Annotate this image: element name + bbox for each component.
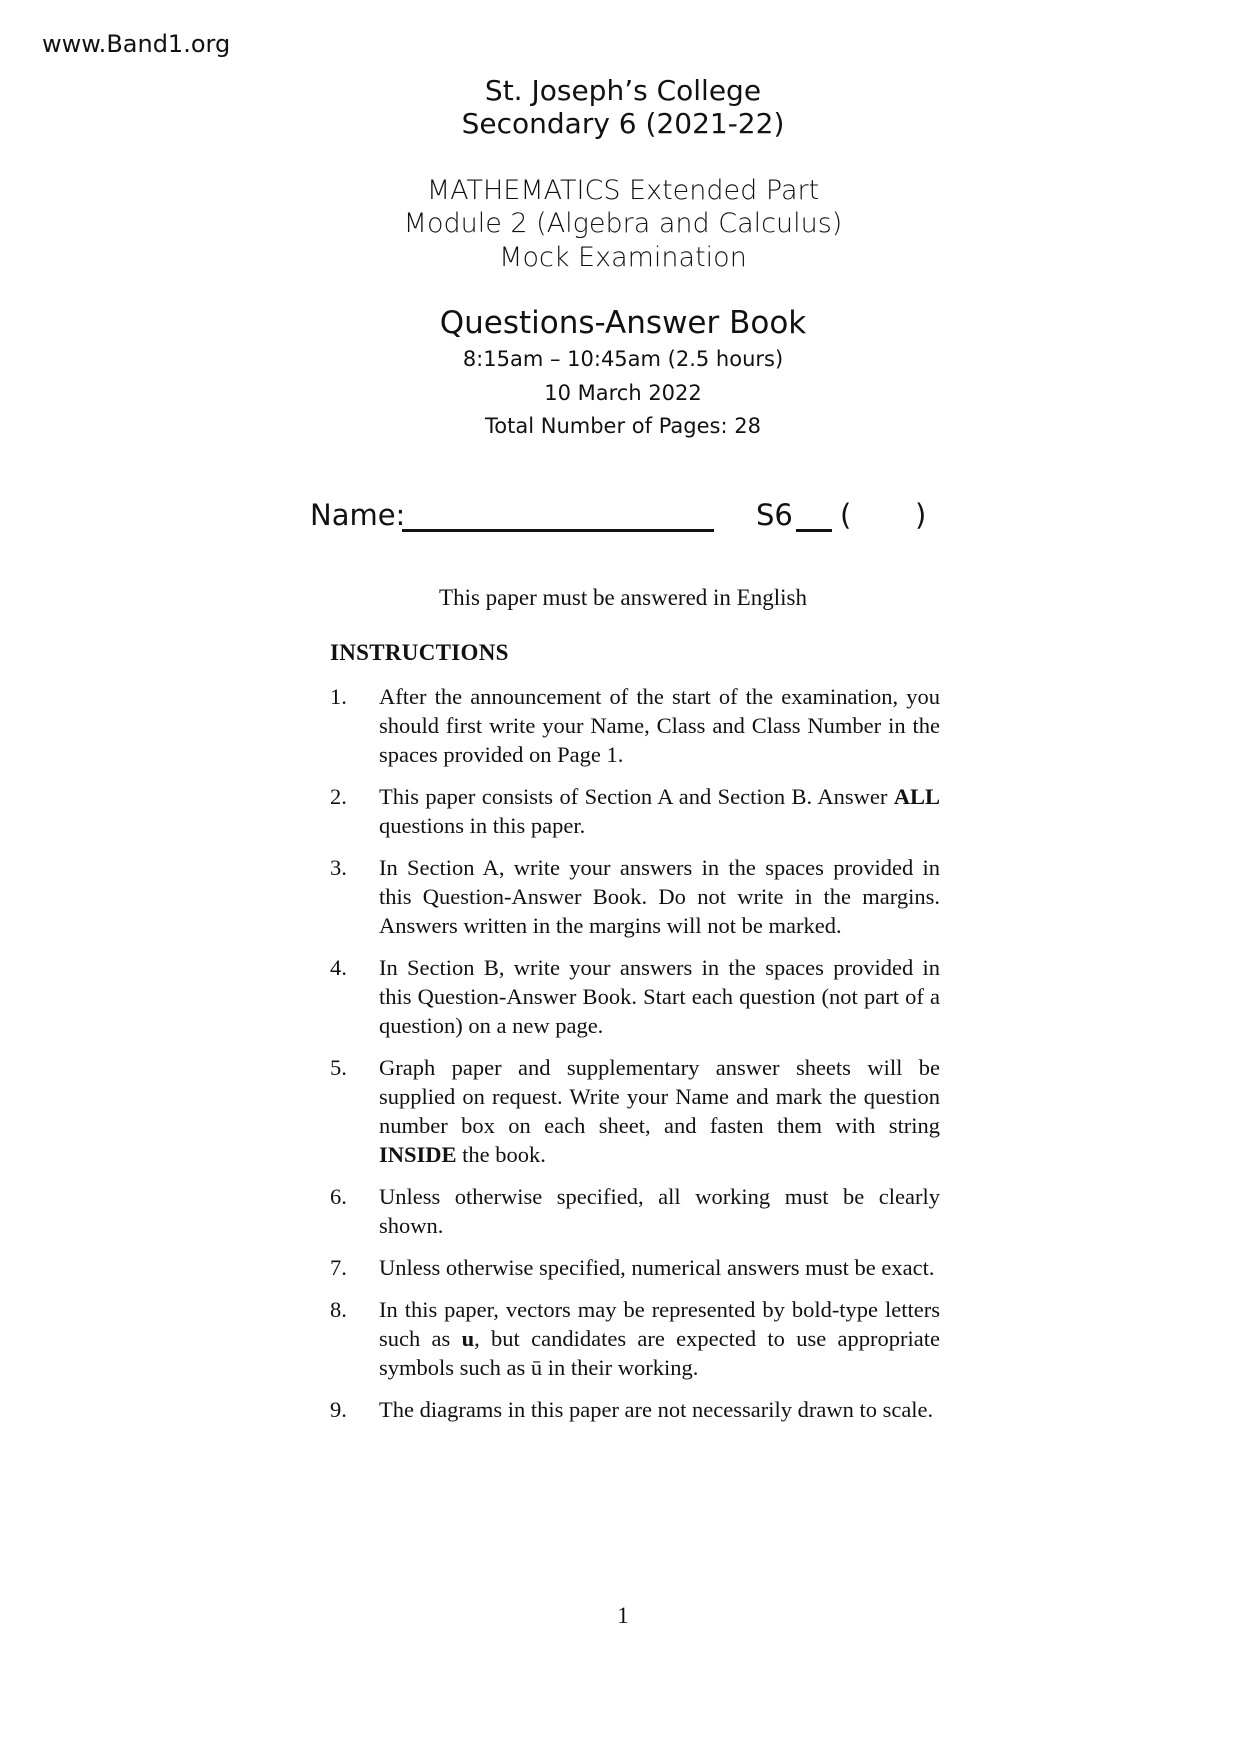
instruction-text: Graph paper and supplementary answer sheets will be supplied on request. Write your Name and mark the question number box on each sheet, and fasten them with string — [379, 1055, 940, 1138]
page-number: 1 — [617, 1603, 629, 1628]
instruction-number: 4. — [330, 955, 347, 980]
instruction-item — [330, 1053, 940, 1169]
instruction-text: Unless otherwise specified, numerical answers must be exact. — [379, 1255, 935, 1280]
instruction-text: Unless otherwise specified, all working must be clearly shown. — [379, 1184, 940, 1238]
close-paren: ) — [915, 498, 927, 532]
school-name: St. Joseph’s College — [484, 74, 762, 107]
name-field[interactable] — [402, 529, 714, 532]
instruction-item — [330, 1253, 940, 1282]
emphasis-text: ū — [530, 1355, 543, 1380]
instruction-number: 6. — [330, 1184, 347, 1209]
instruction-text: After the announcement of the start of the examination, you should first write your Name, Class and Class Number in the spaces provided on Page 1. — [379, 684, 940, 767]
class-number-field[interactable] — [855, 500, 905, 530]
instructions-heading: INSTRUCTIONS — [330, 640, 509, 665]
instruction-item — [330, 782, 940, 840]
instruction-number: 8. — [330, 1297, 347, 1322]
form-year: Secondary 6 (2021-22) — [461, 107, 785, 140]
instruction-number: 3. — [330, 855, 347, 880]
language-note: This paper must be answered in English — [439, 585, 807, 610]
instruction-item — [330, 953, 940, 1040]
subject-title: MATHEMATICS Extended Part — [426, 175, 820, 206]
name-label: Name: — [310, 498, 406, 532]
book-title: Questions-Answer Book — [439, 305, 807, 341]
module-title: Module 2 (Algebra and Calculus) — [403, 208, 843, 239]
instruction-number: 7. — [330, 1255, 347, 1280]
instruction-text: in their working. — [542, 1355, 699, 1380]
emphasis-text: ALL — [893, 784, 940, 809]
instruction-number: 2. — [330, 784, 347, 809]
instruction-text: In Section A, write your answers in the spaces provided in this Question-Answer Book. Do not write in the margins. Answers written in the margins will not be marked. — [379, 855, 940, 938]
instruction-text: questions in this paper. — [379, 813, 586, 838]
total-pages: Total Number of Pages: 28 — [485, 414, 761, 438]
instruction-text: In this paper, vectors may be represented by bold-type letters such as — [379, 1297, 940, 1351]
instruction-text: the book. — [456, 1142, 546, 1167]
instruction-item — [330, 853, 940, 940]
exam-time: 8:15am – 10:45am (2.5 hours) — [462, 347, 784, 371]
instruction-number: 5. — [330, 1055, 347, 1080]
watermark-url: www.Band1.org — [42, 30, 231, 58]
instruction-text: This paper consists of Section A and Section B. Answer — [379, 784, 894, 809]
emphasis-text: INSIDE — [379, 1142, 457, 1167]
emphasis-text: u — [461, 1326, 475, 1351]
exam-date: 10 March 2022 — [544, 381, 702, 405]
class-field[interactable] — [796, 529, 832, 532]
instruction-item — [330, 1295, 940, 1382]
instruction-item — [330, 1395, 940, 1424]
open-paren: ( — [840, 498, 852, 532]
instruction-text: , but candidates are expected to use appropriate symbols such as — [379, 1326, 940, 1380]
exam-type: Mock Examination — [499, 242, 747, 273]
instruction-text: In Section B, write your answers in the spaces provided in this Question-Answer Book. Start each question (not part of a question) on a new page. — [379, 955, 940, 1038]
instruction-item — [330, 1182, 940, 1240]
instruction-number: 9. — [330, 1397, 347, 1422]
instruction-number: 1. — [330, 684, 347, 709]
class-label: S6 — [756, 498, 793, 532]
instructions-list — [330, 682, 940, 1424]
instruction-text: The diagrams in this paper are not necessarily drawn to scale. — [379, 1397, 934, 1422]
instruction-item — [330, 682, 940, 769]
